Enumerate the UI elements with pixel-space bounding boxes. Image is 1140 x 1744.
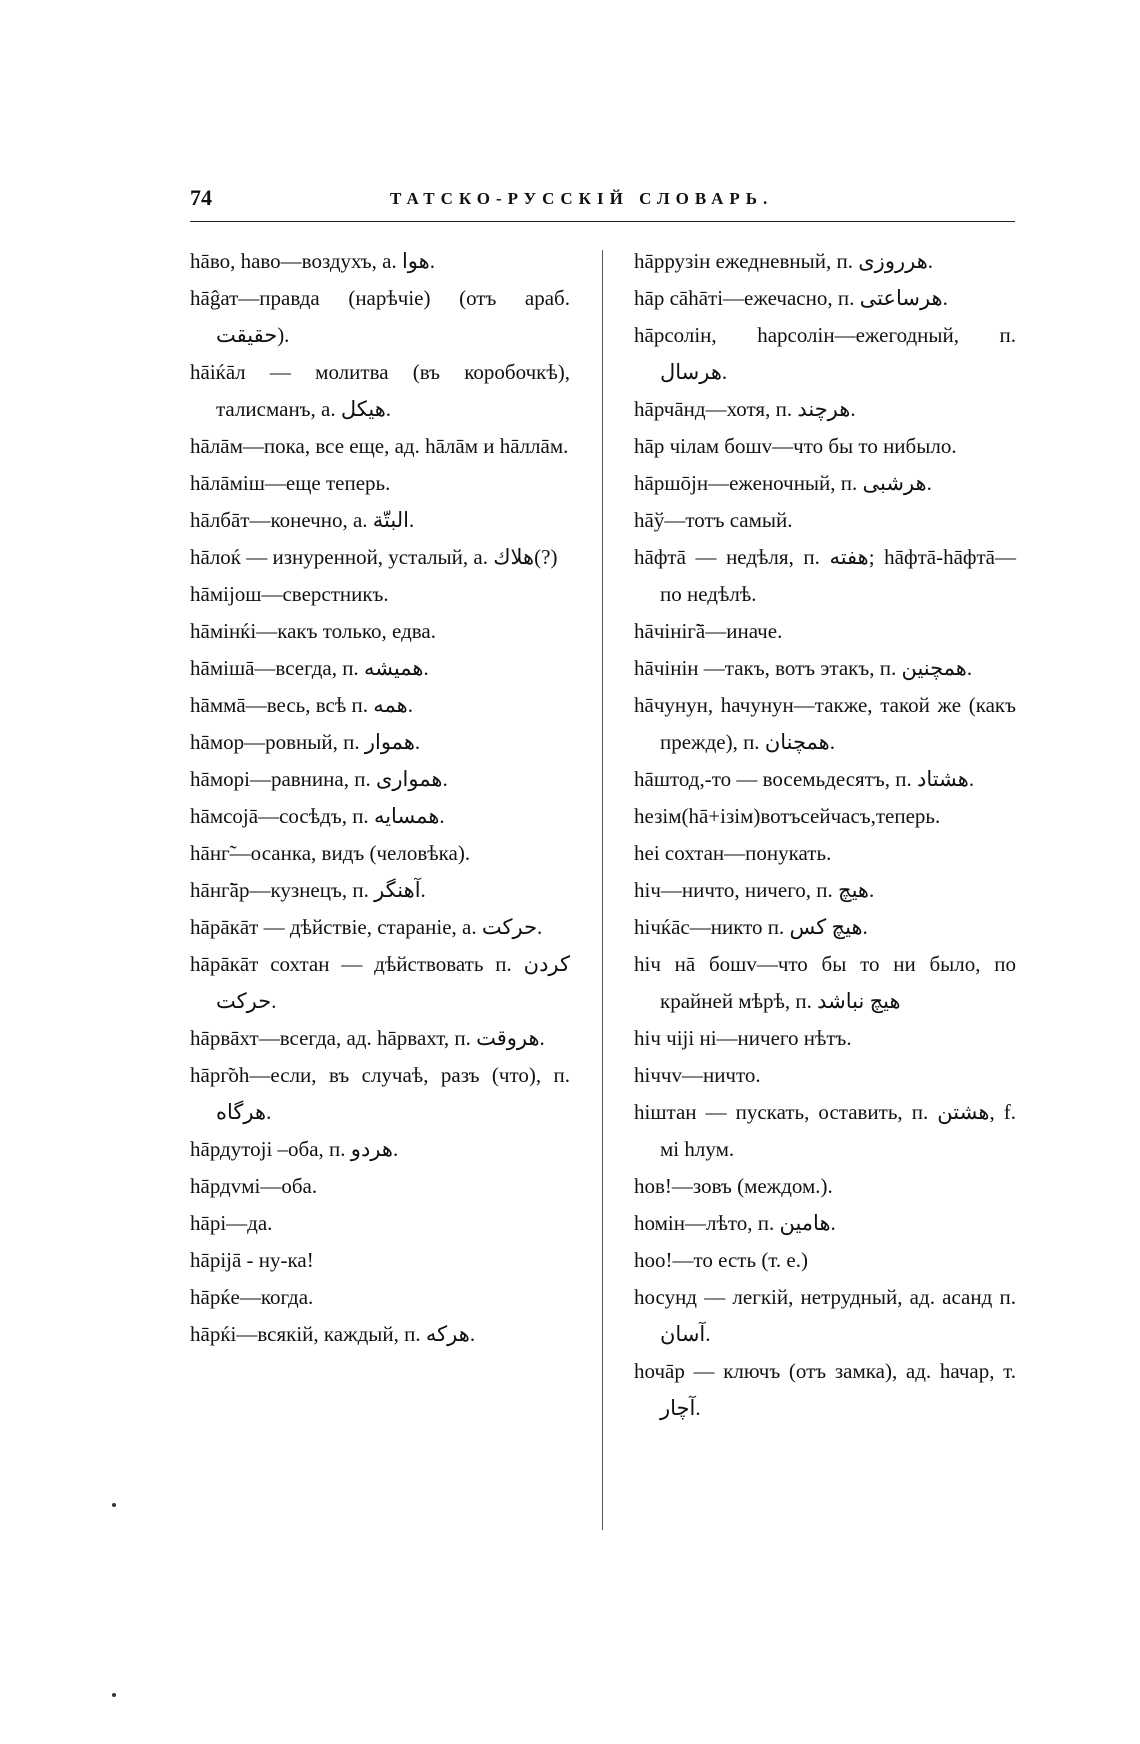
dictionary-entry: hāiќāл — молитва (въ коробочкѣ), талисманъ, а. هيكل.	[190, 360, 570, 421]
dictionary-entry: hāлāміш—еще теперь.	[190, 471, 391, 495]
print-speck	[112, 1503, 116, 1507]
dictionary-entry: hічќāс—никто п. هيچ كس.	[634, 915, 868, 939]
dictionary-entry: hāво, hаво—воздухъ, а. هوا.	[190, 249, 435, 273]
dictionary-entry: hāнг̃—осанка, видъ (человѣка).	[190, 841, 471, 865]
dictionary-entry: hāлāм—пока, все еще, ад. hāлāм и hāллāм.	[190, 434, 569, 458]
dictionary-entry: hосунд — легкій, нетрудный, ад. асанд п. آسان.	[634, 1285, 1016, 1346]
dictionary-entry: hāріjā - ну-ка!	[190, 1248, 314, 1272]
dictionary-entry: hāрвāхт—всегда, ад. hāрвахт, п. هروقت.	[190, 1026, 545, 1050]
dictionary-entry: hāр сāhāті—ежечасно, п. هرساعتی.	[634, 286, 948, 310]
dictionary-entry: hāмор—ровный, п. هموار.	[190, 730, 421, 754]
dictionary-entry: hочāр — ключъ (отъ замка), ад. hачар, т. آچار.	[634, 1359, 1016, 1420]
dictionary-entry: hāммā—весь, всѣ п. همه.	[190, 693, 413, 717]
dictionary-entry: hоо!—то есть (т. е.)	[634, 1248, 808, 1272]
dictionary-entry: hāрāкāт — дѣйствіе, стараніе, а. حركت.	[190, 915, 543, 939]
dictionary-entry: hāррузін ежедневный, п. هرروزی.	[634, 249, 934, 273]
dictionary-entry: hāрāкāт сохтан — дѣйствовать п. كردن حركت.	[190, 952, 570, 1013]
left-column	[190, 243, 570, 1353]
dictionary-entry: hеі сохтан—понукать.	[634, 841, 832, 865]
dictionary-entry: hезім(hā+ізім)вотъсейчасъ,теперь.	[634, 804, 941, 828]
dictionary-entry: hāмiјош—сверстникъ.	[190, 582, 389, 606]
dictionary-entry: hāĝат—правда (нарѣчіе) (отъ араб. حقيقت).	[190, 286, 570, 347]
dictionary-entry: hіч—ничто, ничего, п. هيچ.	[634, 878, 875, 902]
dictionary-entry: hāчунун, hачунун—также, такой же (какъ прежде), п. همچنان.	[634, 693, 1016, 754]
dictionary-entry: hāр чілам бошv—что бы то нибыло.	[634, 434, 957, 458]
right-column	[634, 243, 1016, 1427]
dictionary-entry: hāморі—равнина, п. همواری.	[190, 767, 448, 791]
dictionary-entry: hāрсолін, hарсолін—ежегодный, п. هرسال.	[634, 323, 1016, 384]
page-header	[190, 185, 1015, 222]
column-divider	[602, 250, 603, 1530]
dictionary-entry: hāў—тотъ самый.	[634, 508, 793, 532]
dictionary-entry: hāмішā—всегда, п. هميشه.	[190, 656, 429, 680]
dictionary-entry: hіччv—ничто.	[634, 1063, 761, 1087]
dictionary-entry: hāрќе—когда.	[190, 1285, 314, 1309]
dictionary-entry: hāчінін —такъ, вотъ этакъ, п. همچنين.	[634, 656, 973, 680]
dictionary-entry: hāчінiг̃ā—иначе.	[634, 619, 783, 643]
print-speck	[112, 1693, 116, 1697]
dictionary-entry: hāмінќі—какъ только, едва.	[190, 619, 436, 643]
page-number: 74	[190, 185, 212, 210]
dictionary-entry: hāштод,-то — восемьдесятъ, п. هشتاد.	[634, 767, 975, 791]
dictionary-entry: hāрчāнд—хотя, п. هرچند.	[634, 397, 856, 421]
dictionary-entry: hāмсојā—сосѣдъ, п. همسايه.	[190, 804, 445, 828]
dictionary-entry: hāлбāт—конечно, а. البتّة.	[190, 508, 415, 532]
dictionary-entry: hіштан — пускать, оставить, п. هشتن, f. мі hлум.	[634, 1100, 1016, 1161]
running-title: ТАТСКО-РУССКІЙ СЛОВАРЬ.	[390, 189, 774, 208]
dictionary-entry: hāрдvмі—оба.	[190, 1174, 318, 1198]
dictionary-entry: hāрќі—всякій, каждый, п. هركه.	[190, 1322, 476, 1346]
dictionary-entry: hāрг̃оh—если, въ случаѣ, разъ (что), п. هرگاه.	[190, 1063, 570, 1124]
dictionary-entry: hāфтā — недѣля, п. هفته; hāфтā-hāфтā—по недѣлѣ.	[634, 545, 1016, 606]
dictionary-entry: hіч нā бошv—что бы то ни было, по крайней мѣрѣ, п. هيچ نباشد	[634, 952, 1016, 1013]
dictionary-entry: hāлоќ — изнуренной, усталый, а. هلاك(?)	[190, 545, 558, 569]
dictionary-entry: hомін—лѣто, п. هامين.	[634, 1211, 836, 1235]
dictionary-entry: hāрдутоjі –оба, п. هردو.	[190, 1137, 399, 1161]
dictionary-entry: hов!—зовъ (междом.).	[634, 1174, 833, 1198]
dictionary-entry: hāнг̃āр—кузнецъ, п. آهنگر.	[190, 878, 426, 902]
dictionary-entry: hāршōjн—еженочный, п. هرشبی.	[634, 471, 932, 495]
dictionary-entry: hāрі—да.	[190, 1211, 273, 1235]
dictionary-entry: hіч чіjі ні—ничего нѣтъ.	[634, 1026, 852, 1050]
